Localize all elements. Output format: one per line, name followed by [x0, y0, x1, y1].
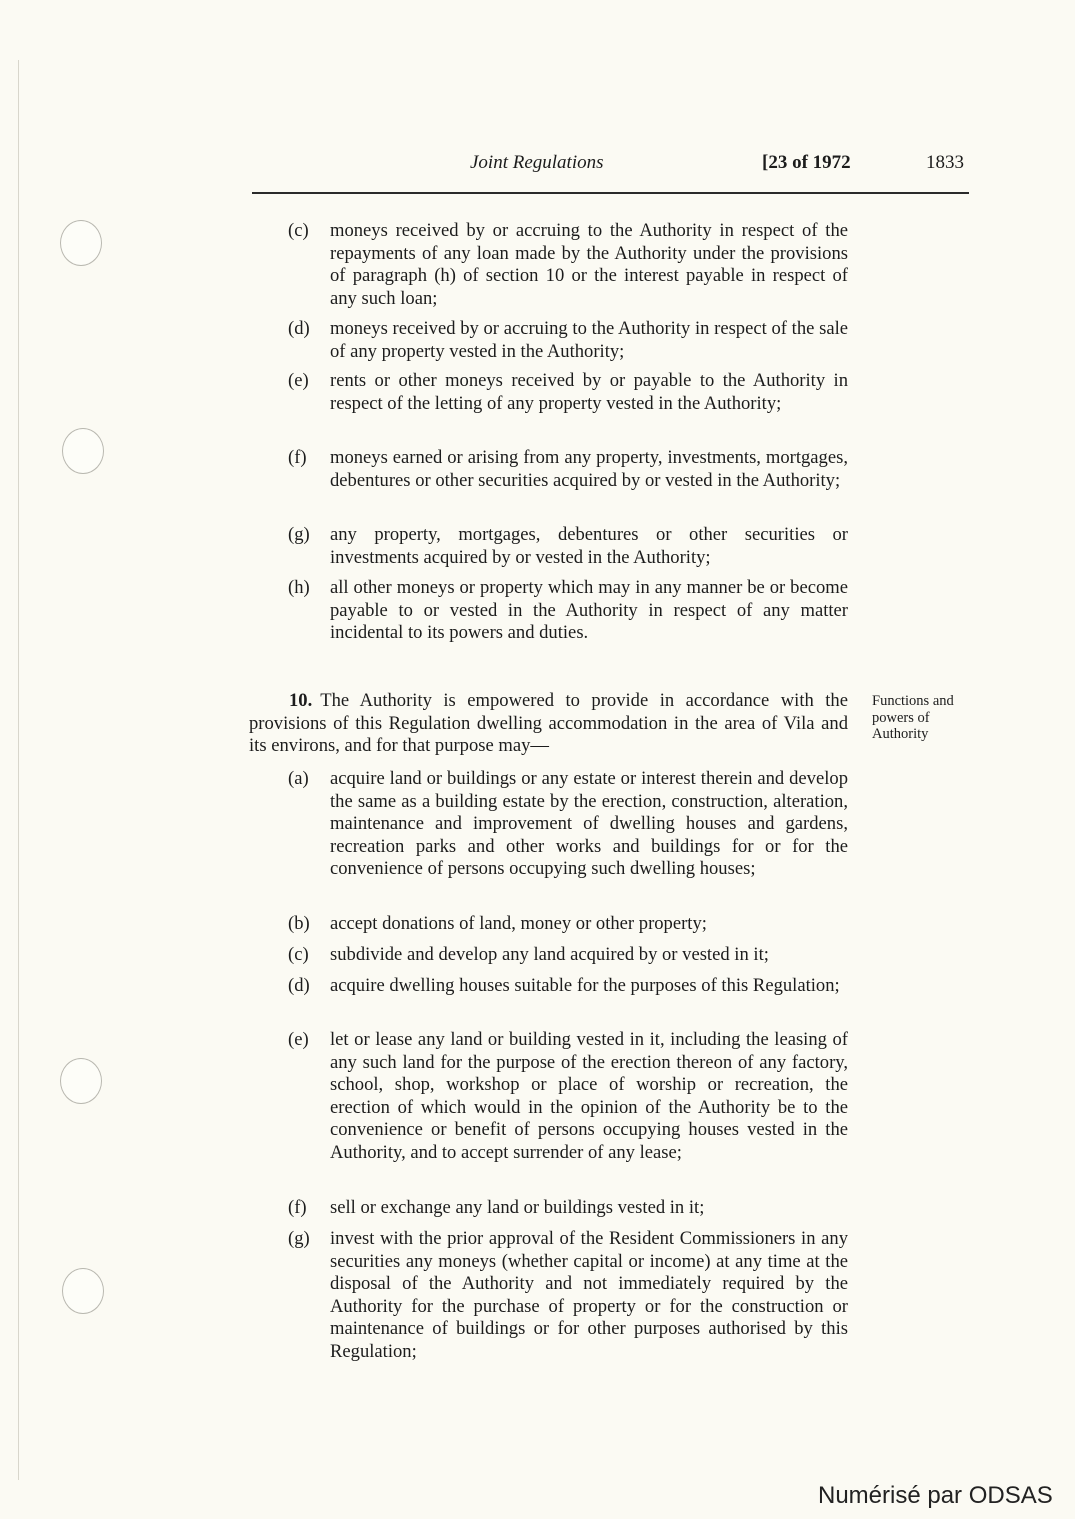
header-rule: [252, 192, 969, 194]
digitization-stamp: Numérisé par ODSAS: [818, 1482, 1053, 1509]
item-letter: (e): [288, 370, 309, 391]
item-letter: (g): [288, 1228, 310, 1249]
section-number: 10.: [289, 690, 313, 711]
list-item: [288, 1228, 848, 1364]
item-letter: (c): [288, 220, 309, 241]
list-item: [288, 318, 848, 363]
item-letter: (b): [288, 913, 310, 934]
item-letter: (c): [288, 944, 309, 965]
item-text: accept donations of land, money or other property;: [330, 913, 707, 934]
list-item: [288, 220, 848, 310]
item-text: any property, mortgages, debentures or other securities or investments acquired by or vested in the Authority;: [330, 524, 848, 568]
item-letter: (h): [288, 577, 310, 598]
list-item: [288, 524, 848, 569]
item-text: invest with the prior approval of the Resident Commissioners in any securities any moneys (whether capital or income) at any time at the disposal of the Authority and not immediately required by the Authority for the purchase of property or for the construction or maintenance of buildings or for other purposes authorised by this Regulation;: [330, 1228, 848, 1362]
item-text: subdivide and develop any land acquired by or vested in it;: [330, 944, 769, 965]
item-letter: (d): [288, 975, 310, 996]
item-text: acquire dwelling houses suitable for the purposes of this Regulation;: [330, 975, 840, 996]
page-edge: [18, 60, 19, 1480]
list-item: [288, 944, 848, 967]
list-item: [288, 577, 848, 645]
item-letter: (a): [288, 768, 309, 789]
punch-hole: [60, 1058, 102, 1104]
item-letter: (f): [288, 447, 307, 468]
item-text: moneys received by or accruing to the Authority in respect of the sale of any property vested in the Authority;: [330, 318, 848, 362]
section-intro-text: The Authority is empowered to provide in accordance with the provisions of this Regulation dwelling accommodation in the area of Vila and its environs, and for that purpose may—: [249, 690, 848, 757]
margin-note: Functions and powers of Authority: [872, 693, 954, 742]
item-letter: (g): [288, 524, 310, 545]
item-letter: (d): [288, 318, 310, 339]
list-item: [288, 975, 848, 998]
item-letter: (f): [288, 1197, 307, 1218]
list-item: [288, 447, 848, 492]
item-letter: (e): [288, 1029, 309, 1050]
punch-hole: [62, 1268, 104, 1314]
section-10-intro: [249, 690, 848, 758]
item-text: sell or exchange any land or buildings vested in it;: [330, 1197, 705, 1218]
item-text: rents or other moneys received by or payable to the Authority in respect of the letting of any property vested in the Authority;: [330, 370, 848, 414]
list-item: [288, 768, 848, 881]
list-item: [288, 1197, 848, 1220]
page-number: 1833: [926, 152, 964, 173]
list-item: [288, 370, 848, 415]
punch-hole: [62, 428, 104, 474]
list-item: [288, 1029, 848, 1165]
running-header: [250, 152, 970, 180]
punch-hole: [60, 220, 102, 266]
header-act-reference: [23 of 1972: [762, 152, 851, 173]
item-text: let or lease any land or building vested in it, including the leasing of any such land for the purpose of the erection thereon of any factory, school, shop, workshop or place of worship or recreation, the erection of which would in the opinion of the Authority be to the convenience or benefit of persons occupying houses vested in the Authority, and to accept surrender of any lease;: [330, 1029, 848, 1163]
item-text: all other moneys or property which may in any manner be or become payable to or vested in the Authority in respect of any matter incidental to its powers and duties.: [330, 577, 848, 644]
header-title: Joint Regulations: [470, 152, 604, 173]
list-item: [288, 913, 848, 936]
item-text: moneys received by or accruing to the Authority in respect of the repayments of any loan made by the Authority under the provisions of paragraph (h) of section 10 or the interest payable in respect of any such loan;: [330, 220, 848, 309]
item-text: moneys earned or arising from any property, investments, mortgages, debentures or other securities acquired by or vested in the Authority;: [330, 447, 848, 491]
item-text: acquire land or buildings or any estate or interest therein and develop the same as a building estate by the erection, construction, alteration, maintenance and improvement of dwelling houses and gardens, recreation parks and other works and buildings for or for the convenience of persons occupying such dwelling houses;: [330, 768, 848, 880]
